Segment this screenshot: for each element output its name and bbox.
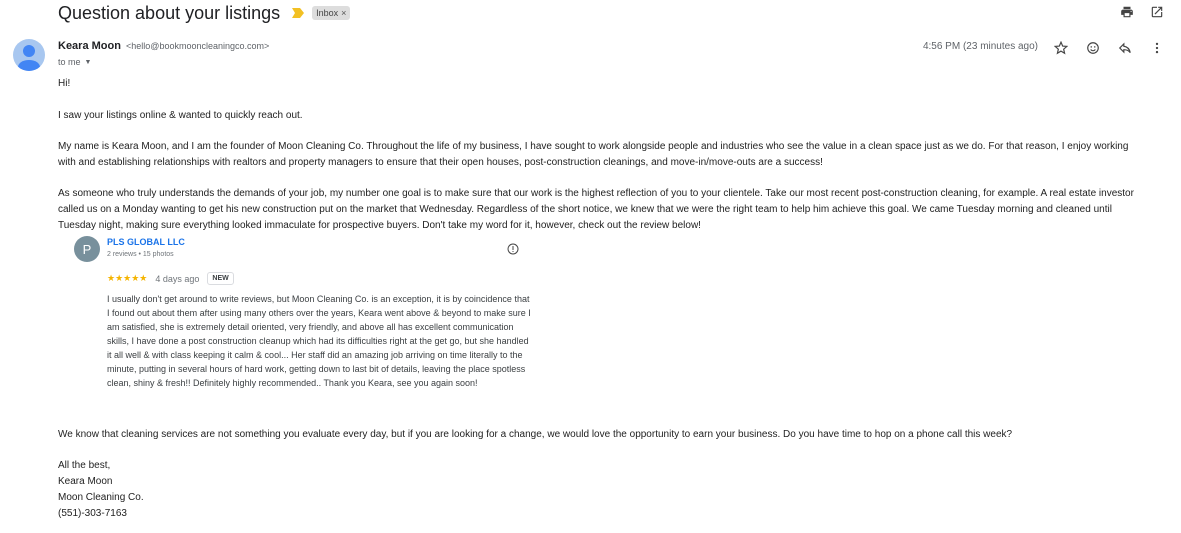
signature-closing: All the best,	[58, 460, 111, 471]
recipient-text: to me	[58, 57, 81, 67]
star-icon[interactable]	[1053, 40, 1069, 56]
signature-company: Moon Cleaning Co.	[58, 492, 144, 503]
subject-row	[58, 0, 350, 26]
emoji-reaction-icon[interactable]	[1085, 40, 1101, 56]
sender-line	[58, 40, 269, 52]
sender-email: <hello@bookmooncleaningco.com>	[126, 41, 270, 51]
review-text: I usually don't get around to write reviews, but Moon Cleaning Co. is an exception, it is by coincidence that I found out about them after using many others over the years, Keara went above & beyond to make sure I am satisfied, she is extremely detail oriented, very friendly, and above all has excellent communication skills, I have done a post construction cleanup which had its difficulties right at the get go, but she handled it all well & with class keeping it calm & cool... Her staff did an amazing job arriving on time literally to the minute, putting in several hours of hard work, getting down to last bit of details, leaving the place spotless clean, shiny & fresh!! Definitely highly recommended.. Thank you Keara, see you again soon!	[107, 294, 531, 388]
person-avatar-icon	[13, 39, 45, 71]
recipient-details[interactable]	[58, 57, 91, 67]
email-greeting: Hi!	[58, 78, 71, 89]
email-paragraph-1: I saw your listings online & wanted to quickly reach out.	[58, 110, 303, 121]
sender-avatar[interactable]	[13, 39, 45, 71]
message-timestamp: 4:56 PM (23 minutes ago)	[922, 41, 1038, 52]
review-date: 4 days ago	[155, 273, 200, 284]
reviewer-meta: 2 reviews • 15 photos	[107, 251, 174, 258]
reviewer-avatar: P	[74, 236, 100, 262]
importance-marker-icon[interactable]	[292, 8, 304, 18]
email-paragraph-2: My name is Keara Moon, and I am the founder of Moon Cleaning Co. Throughout the life of my business, I have sought to work alongside people and industries who see the value in a clean space just as we do. For that reason, I enjoy working with and establishing relationships with realtors and property managers to ensure that their open houses, post-construction cleanings, and move-in/move-outs are a success!	[58, 141, 1129, 168]
new-badge: NEW	[207, 272, 233, 285]
reviewer-name[interactable]: PLS GLOBAL LLC	[107, 237, 185, 247]
label-chip-inbox	[312, 6, 350, 20]
review-rating-row	[107, 272, 234, 285]
sender-name[interactable]: Keara Moon	[58, 40, 121, 52]
remove-label-icon[interactable]: ×	[341, 8, 347, 18]
more-vertical-icon[interactable]	[1149, 40, 1165, 56]
email-paragraph-4: We know that cleaning services are not something you evaluate every day, but if you are looking for a change, we would love the opportunity to earn your business. Do you have time to hop on a phone call this week?	[58, 429, 1013, 440]
info-icon[interactable]	[507, 243, 519, 255]
star-rating: ★★★★★	[107, 273, 148, 283]
email-subject: Question about your listings	[58, 2, 281, 23]
thread-actions	[1119, 4, 1165, 20]
email-signature	[58, 458, 144, 522]
signature-phone: (551)-303-7163	[58, 508, 127, 519]
signature-name: Keara Moon	[58, 476, 113, 487]
open-in-new-window-icon[interactable]	[1149, 4, 1165, 20]
print-icon[interactable]	[1119, 4, 1135, 20]
reply-icon[interactable]	[1117, 40, 1133, 56]
chevron-down-icon[interactable]: ▼	[84, 58, 92, 66]
label-chip-text: Inbox	[316, 8, 339, 18]
message-actions	[1053, 40, 1165, 56]
email-paragraph-3: As someone who truly understands the demands of your job, my number one goal is to make sure that our work is the highest reflection of you to your clientele. Take our most recent post-construction cleaning, for example. A real estate investor called us on a Monday wanting to get his new construction put on the market that Wednesday. Regardless of the short notice, we knew that we were the right team to help him achieve this goal. We came Tuesday morning and cleaned until Tuesday night, making sure everything looked immaculate for prospective buyers. Don't take my word for it, however, check out the review below!	[58, 188, 1134, 231]
